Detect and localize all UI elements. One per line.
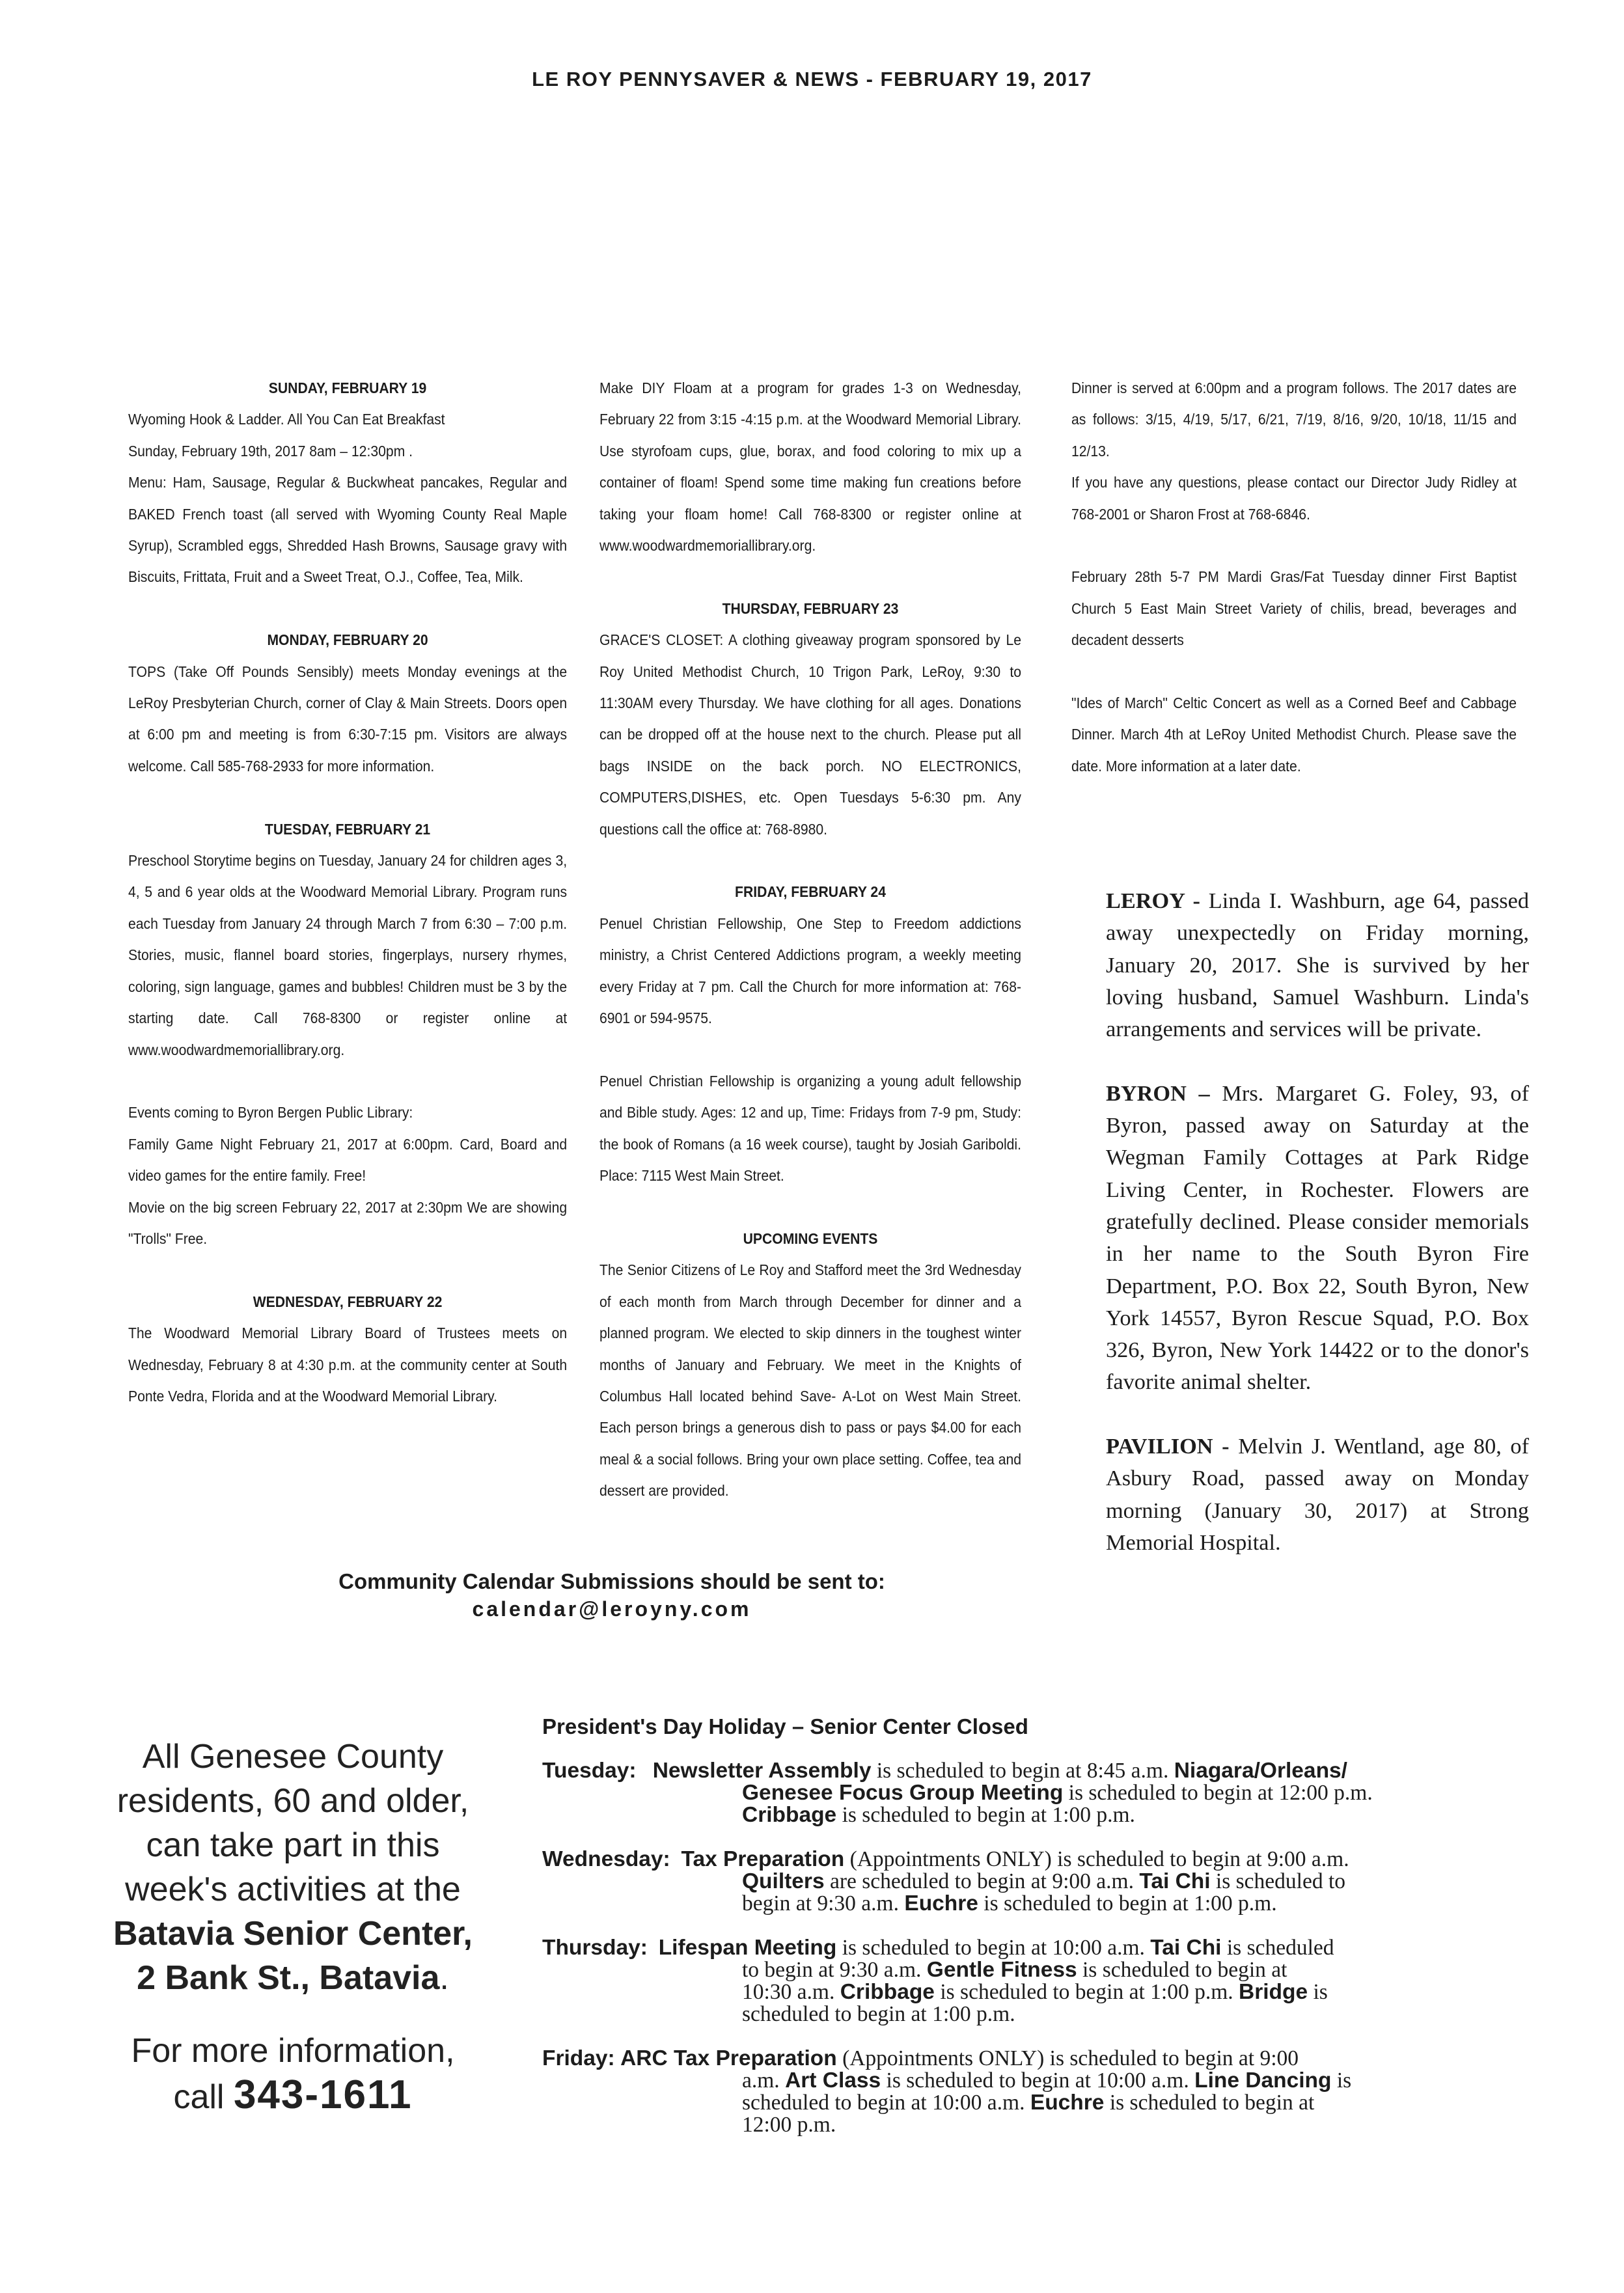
- monday-heading: MONDAY, FEBRUARY 20: [267, 631, 428, 649]
- schedule-day-wednesday: Wednesday:: [542, 1847, 670, 1871]
- schedule-text: is scheduled to begin at 8:45 a.m.: [871, 1759, 1174, 1783]
- senior-line-2: residents, 60 and older,: [117, 1782, 469, 1820]
- sunday-body: Menu: Ham, Sausage, Regular & Buckwheat pancakes, Regular and BAKED French toast (all served with Wyoming County Real Maple Syrup), Scrambled eggs, Shredded Hash Browns, Sausage gravy with Biscuits, Frittata, Fruit and a Sweet Treat, O.J., Coffee, Tea, Milk.: [128, 474, 568, 586]
- schedule-text: is scheduled to begin at 10:00 a.m.: [836, 1936, 1151, 1960]
- schedule-friday: [542, 2048, 1532, 2136]
- thursday-heading: THURSDAY, FEBRUARY 23: [722, 599, 899, 617]
- byron-library-body-2: Movie on the big screen February 22, 2017 at 2:30pm We are showing "Trolls" Free.: [128, 1198, 568, 1247]
- schedule-text: are scheduled to begin at 9:00 a.m.: [824, 1869, 1140, 1893]
- senior-center-box: [78, 1735, 508, 2119]
- column-3: [1071, 372, 1517, 814]
- celtic-section: [1071, 687, 1517, 782]
- upcoming-section: [599, 1223, 1021, 1507]
- schedule-line: [542, 2070, 1532, 2092]
- sunday-line-1: Wyoming Hook & Ladder. All You Can Eat Breakfast: [128, 411, 445, 428]
- obit-byron: [1106, 1078, 1529, 1399]
- schedule-text: 12:00 p.m.: [742, 2113, 836, 2137]
- senior-phone-line: [78, 2073, 508, 2119]
- schedule-activity: Lifespan Meeting: [658, 1936, 837, 1960]
- schedule-day-friday: Friday:: [542, 2046, 615, 2070]
- sunday-line-2: Sunday, February 19th, 2017 8am – 12:30pm .: [128, 442, 413, 460]
- calendar-submission-note: [254, 1567, 970, 1623]
- friday-heading: FRIDAY, FEBRUARY 24: [735, 883, 886, 901]
- senior-schedule: [542, 1716, 1532, 2158]
- monday-section: [128, 624, 567, 782]
- schedule-thursday: [542, 1937, 1532, 2025]
- schedule-activity: Art Class: [785, 2068, 881, 2093]
- column-2: [599, 372, 1021, 1538]
- obit-leroy: [1106, 885, 1529, 1045]
- friday-body-1: Penuel Christian Fellowship, One Step to Freedom addictions ministry, a Christ Centered Addictions program, a weekly meeting every Friday at 7 pm. Call the Church for more information at: 768-6901 or 594-9575.: [599, 914, 1021, 1027]
- obit-pavilion: [1106, 1431, 1529, 1559]
- schedule-day-tuesday: Tuesday:: [542, 1759, 637, 1783]
- masthead: LE ROY PENNYSAVER & NEWS - FEBRUARY 19, 2017: [532, 68, 1092, 90]
- schedule-text: to begin at 9:30 a.m.: [742, 1958, 927, 1982]
- mardi-gras-body: February 28th 5-7 PM Mardi Gras/Fat Tuesday dinner First Baptist Church 5 East Main Street Variety of chilis, bread, beverages and decadent desserts: [1071, 568, 1517, 649]
- senior-line-7: For more information,: [131, 2032, 455, 2070]
- obit-byron-body: Mrs. Margaret G. Foley, 93, of Byron, passed away on Saturday at the Wegman Family Cottages at Park Ridge Living Center, in Rochester. Flowers are gratefully declined. Please consider memorials in her name to the South Byron Fire Department, P.O. Box 22, South Byron, New York 14557, Byron Rescue Squad, P.O. Box 326, Byron, New York 14422 or to the donor's favorite animal shelter.: [1106, 1080, 1529, 1395]
- schedule-day-thursday: Thursday:: [542, 1936, 648, 1960]
- wednesday-section: [128, 1286, 567, 1412]
- schedule-text: is scheduled to begin at: [1077, 1958, 1287, 1982]
- schedule-activity: Cribbage: [742, 1803, 837, 1827]
- obit-pavilion-body: Melvin J. Wentland, age 80, of Asbury Road, passed away on Monday morning (January 30, 2017) at Strong Memorial Hospital.: [1106, 1434, 1529, 1555]
- column-1: [128, 372, 567, 1444]
- friday-section-2: [599, 1065, 1021, 1192]
- schedule-activity: Newsletter Assembly: [652, 1759, 872, 1783]
- wednesday-heading: WEDNESDAY, FEBRUARY 22: [253, 1293, 443, 1310]
- schedule-title: President's Day Holiday – Senior Center Closed: [542, 1714, 1028, 1738]
- byron-library-line: Events coming to Byron Bergen Public Library:: [128, 1104, 413, 1121]
- byron-library-body-1: Family Game Night February 21, 2017 at 6:00pm. Card, Board and video games for the entire family. Free!: [128, 1135, 568, 1185]
- schedule-text: (Appointments ONLY) is scheduled to begin at 9:00 a.m.: [844, 1847, 1349, 1871]
- dinner-body: Dinner is served at 6:00pm and a program follows. The 2017 dates are as follows: 3/15, 4/19, 5/17, 6/21, 7/19, 8/16, 9/20, 10/18, 11/15 and 12/13.: [1071, 379, 1517, 460]
- thursday-body: GRACE'S CLOSET: A clothing giveaway program sponsored by Le Roy United Methodist Church, 10 Trigon Park, LeRoy, 9:30 to 11:30AM every Thursday. We have clothing for all ages. Donations can be dropped off at the house next to the church. Please put all bags INSIDE on the back porch. NO ELECTRONICS, COMPUTERS,DISHES, etc. Open Tuesdays 5-6:30 pm. Any questions call the office at: 768-8980.: [599, 631, 1021, 838]
- dinner-section: [1071, 372, 1517, 530]
- schedule-text: 10:30 a.m.: [742, 1980, 840, 2004]
- sunday-section: [128, 372, 567, 593]
- schedule-line: [542, 1871, 1532, 1893]
- mardi-gras-section: [1071, 561, 1517, 655]
- obit-byron-label: BYRON –: [1106, 1080, 1210, 1106]
- schedule-text: is scheduled: [1221, 1936, 1334, 1960]
- schedule-text: is scheduled to begin at 10:00 a.m.: [881, 2068, 1195, 2093]
- questions-body: If you have any questions, please contact our Director Judy Ridley at 768-2001 or Sharon Frost at 768-6846.: [1071, 474, 1517, 523]
- calendar-email-link[interactable]: calendar@leroyny.com: [472, 1597, 752, 1621]
- thursday-section: [599, 593, 1021, 845]
- schedule-activity: Tax Preparation: [681, 1847, 845, 1871]
- schedule-activity: Line Dancing: [1194, 2068, 1332, 2093]
- sunday-heading: SUNDAY, FEBRUARY 19: [268, 379, 427, 396]
- senior-address-period: .: [439, 1959, 449, 1997]
- tuesday-heading: TUESDAY, FEBRUARY 21: [264, 820, 431, 838]
- schedule-text: begin at 9:30 a.m.: [742, 1891, 905, 1915]
- schedule-text: scheduled to begin at 1:00 p.m.: [742, 2002, 1015, 2026]
- schedule-line: [542, 1804, 1532, 1826]
- schedule-wednesday: [542, 1848, 1532, 1915]
- schedule-text: is: [1308, 1980, 1328, 2004]
- schedule-text: is scheduled to begin at 1:00 p.m.: [978, 1891, 1277, 1915]
- schedule-text: is scheduled to begin at 1:00 p.m.: [836, 1803, 1135, 1827]
- senior-line-3: can take part in this: [146, 1826, 440, 1864]
- schedule-text: is scheduled to: [1210, 1869, 1346, 1893]
- schedule-activity: Genesee Focus Group Meeting: [742, 1781, 1064, 1805]
- schedule-text: is scheduled to begin at 12:00 p.m.: [1063, 1781, 1373, 1805]
- schedule-text: (Appointments ONLY) is scheduled to begin at 9:00: [836, 2046, 1299, 2070]
- byron-library-section: [128, 1097, 567, 1254]
- obit-pavilion-label: PAVILION -: [1106, 1434, 1230, 1459]
- schedule-tuesday: [542, 1760, 1532, 1826]
- schedule-activity: Euchre: [1030, 2091, 1105, 2115]
- upcoming-body: The Senior Citizens of Le Roy and Stafford meet the 3rd Wednesday of each month from March through December for dinner and a planned program. We elected to skip dinners in the toughest winter months of January and February. We meet in the Knights of Columbus Hall located behind Save- A-Lot on West Main Street. Each person brings a generous dish to pass or pays $4.00 for each meal & a social follows. Bring your own place setting. Coffee, tea and dessert are provided.: [599, 1261, 1021, 1500]
- schedule-activity: Quilters: [742, 1869, 825, 1893]
- calendar-note-line: Community Calendar Submissions should be sent to:: [338, 1569, 885, 1593]
- schedule-activity: Cribbage: [840, 1980, 935, 2004]
- senior-center-name: Batavia Senior Center,: [113, 1915, 473, 1953]
- wednesday-body: The Woodward Memorial Library Board of Trustees meets on Wednesday, February 8 at 4:30 p.m. at the community center at South Ponte Vedra, Florida and at the Woodward Memorial Library.: [128, 1325, 568, 1405]
- schedule-text: is: [1331, 2068, 1352, 2093]
- schedule-line: [542, 1893, 1532, 1915]
- senior-phone: 343-1611: [233, 2072, 413, 2117]
- celtic-body: "Ides of March" Celtic Concert as well as a Corned Beef and Cabbage Dinner. March 4th at LeRoy United Methodist Church. Please save the date. More information at a later date.: [1071, 694, 1517, 775]
- senior-line-4: week's activities at the: [125, 1871, 461, 1908]
- obit-leroy-label: LEROY -: [1106, 888, 1200, 913]
- schedule-text: is scheduled to begin at 1:00 p.m.: [934, 1980, 1239, 2004]
- schedule-line: [542, 2092, 1532, 2114]
- senior-call-label: call: [173, 2078, 234, 2116]
- schedule-text: scheduled to begin at 10:00 a.m.: [742, 2091, 1030, 2115]
- schedule-line: [542, 2003, 1532, 2025]
- floam-body: Make DIY Floam at a program for grades 1-3 on Wednesday, February 22 from 3:15 -4:15 p.m. at the Woodward Memorial Library. Use styrofoam cups, glue, borax, and food coloring to mix up a container of floam! Spend some time making fun creations before taking your floam home! Call 768-8300 or register online at www.woodwardmemoriallibrary.org.: [599, 379, 1021, 555]
- schedule-activity: Euchre: [904, 1891, 978, 1915]
- schedule-activity: Gentle Fitness: [926, 1958, 1077, 1982]
- schedule-line: [542, 1981, 1532, 2003]
- obituaries: [1106, 885, 1529, 1591]
- schedule-activity: ARC Tax Preparation: [620, 2046, 837, 2070]
- senior-address-text: 2 Bank St., Batavia: [137, 1959, 440, 1997]
- schedule-activity: Niagara/Orleans/: [1174, 1759, 1347, 1783]
- schedule-activity: Tai Chi: [1150, 1936, 1222, 1960]
- schedule-line: [542, 1959, 1532, 1981]
- schedule-line: [542, 1782, 1532, 1804]
- schedule-activity: Tai Chi: [1139, 1869, 1211, 1893]
- schedule-text: a.m.: [742, 2068, 786, 2093]
- tuesday-body: Preschool Storytime begins on Tuesday, January 24 for children ages 3, 4, 5 and 6 year olds at the Woodward Memorial Library. Program runs each Tuesday from January 24 through March 7 from 6:30 – 7:00 p.m. Stories, music, flannel board stories, fingerplays, nursery rhymes, coloring, sign language, games and bubbles! Children must be 3 by the starting date. Call 768-8300 or register online at www.woodwardmemoriallibrary.org.: [128, 852, 568, 1058]
- schedule-line: [542, 2114, 1532, 2136]
- obit-leroy-body: Linda I. Washburn, age 64, passed away unexpectedly on Friday morning, January 20, 2017. She is survived by her loving husband, Samuel Washburn. Linda's arrangements and services will be private.: [1106, 888, 1530, 1042]
- schedule-activity: Bridge: [1239, 1980, 1308, 2004]
- schedule-text: is scheduled to begin at: [1104, 2091, 1315, 2115]
- friday-section: [599, 876, 1021, 1034]
- floam-section: [599, 372, 1021, 561]
- tuesday-section: [128, 814, 567, 1065]
- senior-line-1: All Genesee County: [142, 1738, 444, 1776]
- upcoming-heading: UPCOMING EVENTS: [743, 1229, 878, 1247]
- senior-address: [78, 1956, 508, 2000]
- monday-body: TOPS (Take Off Pounds Sensibly) meets Monday evenings at the LeRoy Presbyterian Church, corner of Clay & Main Streets. Doors open at 6:00 pm and meeting is from 6:30-7:15 pm. Visitors are always welcome. Call 585-768-2933 for more information.: [128, 663, 568, 775]
- friday-body-2: Penuel Christian Fellowship is organizing a young adult fellowship and Bible study. Ages: 12 and up, Time: Fridays from 7-9 pm, Study: the book of Romans (a 16 week course), taught by Josiah Gariboldi. Place: 7115 West Main Street.: [599, 1072, 1021, 1185]
